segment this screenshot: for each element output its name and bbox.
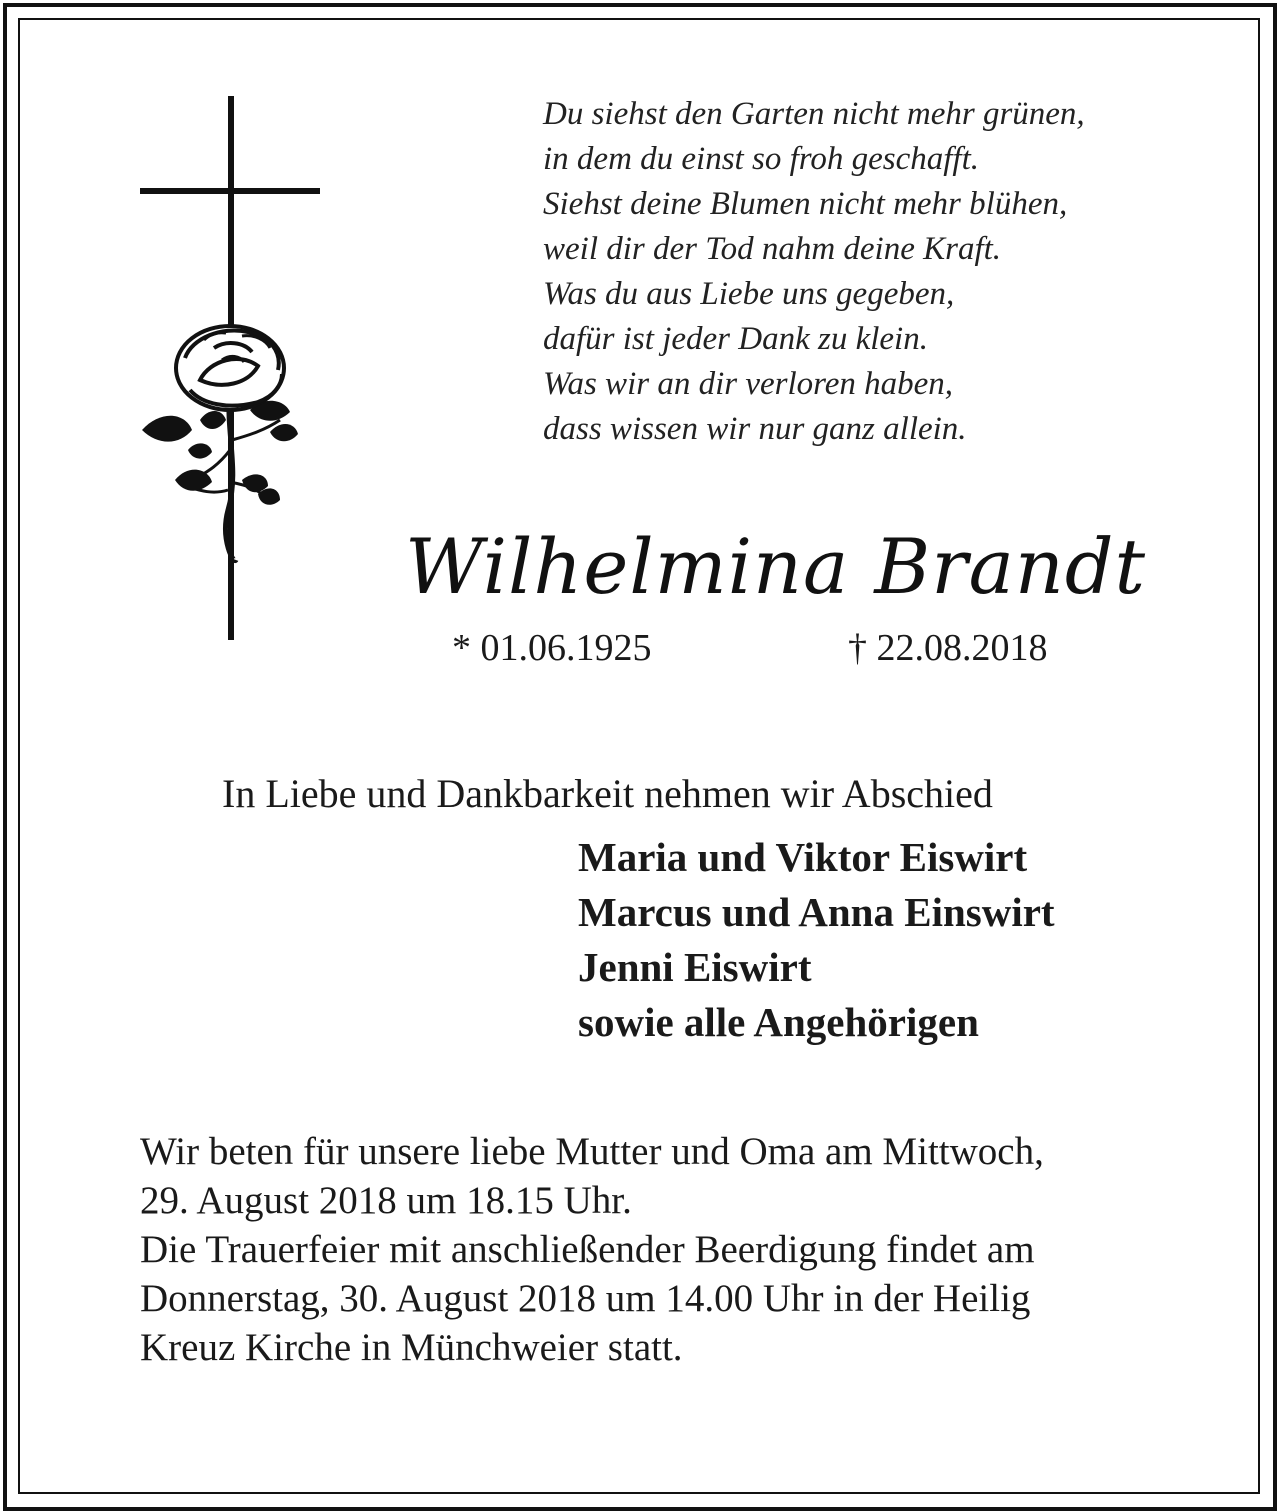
- poem-line: dafür ist jeder Dank zu klein.: [543, 321, 928, 357]
- poem-line: Siehst deine Blumen nicht mehr blühen,: [543, 186, 1068, 222]
- mourner-name: Maria und Viktor Eiswirt: [578, 834, 1028, 880]
- mourners-list: [578, 830, 1055, 1050]
- poem-line: Was du aus Liebe uns gegeben,: [543, 276, 955, 312]
- cross-with-rose-icon: [130, 90, 330, 650]
- mourner-name: Marcus und Anna Einswirt: [578, 889, 1055, 935]
- deceased-name: Wilhelmina Brandt: [405, 522, 1147, 611]
- service-info: [140, 1127, 1220, 1372]
- service-line: 29. August 2018 um 18.15 Uhr.: [140, 1179, 632, 1222]
- mourner-name: sowie alle Angehörigen: [578, 999, 979, 1045]
- service-line: Wir beten für unsere liebe Mutter und Oma am Mittwoch,: [140, 1130, 1044, 1173]
- poem-line: dass wissen wir nur ganz allein.: [543, 411, 967, 447]
- service-line: Donnerstag, 30. August 2018 um 14.00 Uhr in der Heilig: [140, 1277, 1031, 1320]
- poem-line: Was wir an dir verloren haben,: [543, 366, 954, 402]
- poem-line: weil dir der Tod nahm deine Kraft.: [543, 231, 1002, 267]
- poem-line: in dem du einst so froh geschafft.: [543, 141, 979, 177]
- service-line: Die Trauerfeier mit anschließender Beerdigung findet am: [140, 1228, 1035, 1271]
- birth-date: * 01.06.1925: [452, 627, 652, 669]
- poem-line: Du siehst den Garten nicht mehr grünen,: [543, 96, 1085, 132]
- mourner-name: Jenni Eiswirt: [578, 944, 812, 990]
- service-line: Kreuz Kirche in Münchweier statt.: [140, 1326, 683, 1369]
- poem: [543, 92, 1223, 452]
- death-date: † 22.08.2018: [848, 627, 1048, 669]
- farewell-text: In Liebe und Dankbarkeit nehmen wir Abschied: [222, 771, 993, 816]
